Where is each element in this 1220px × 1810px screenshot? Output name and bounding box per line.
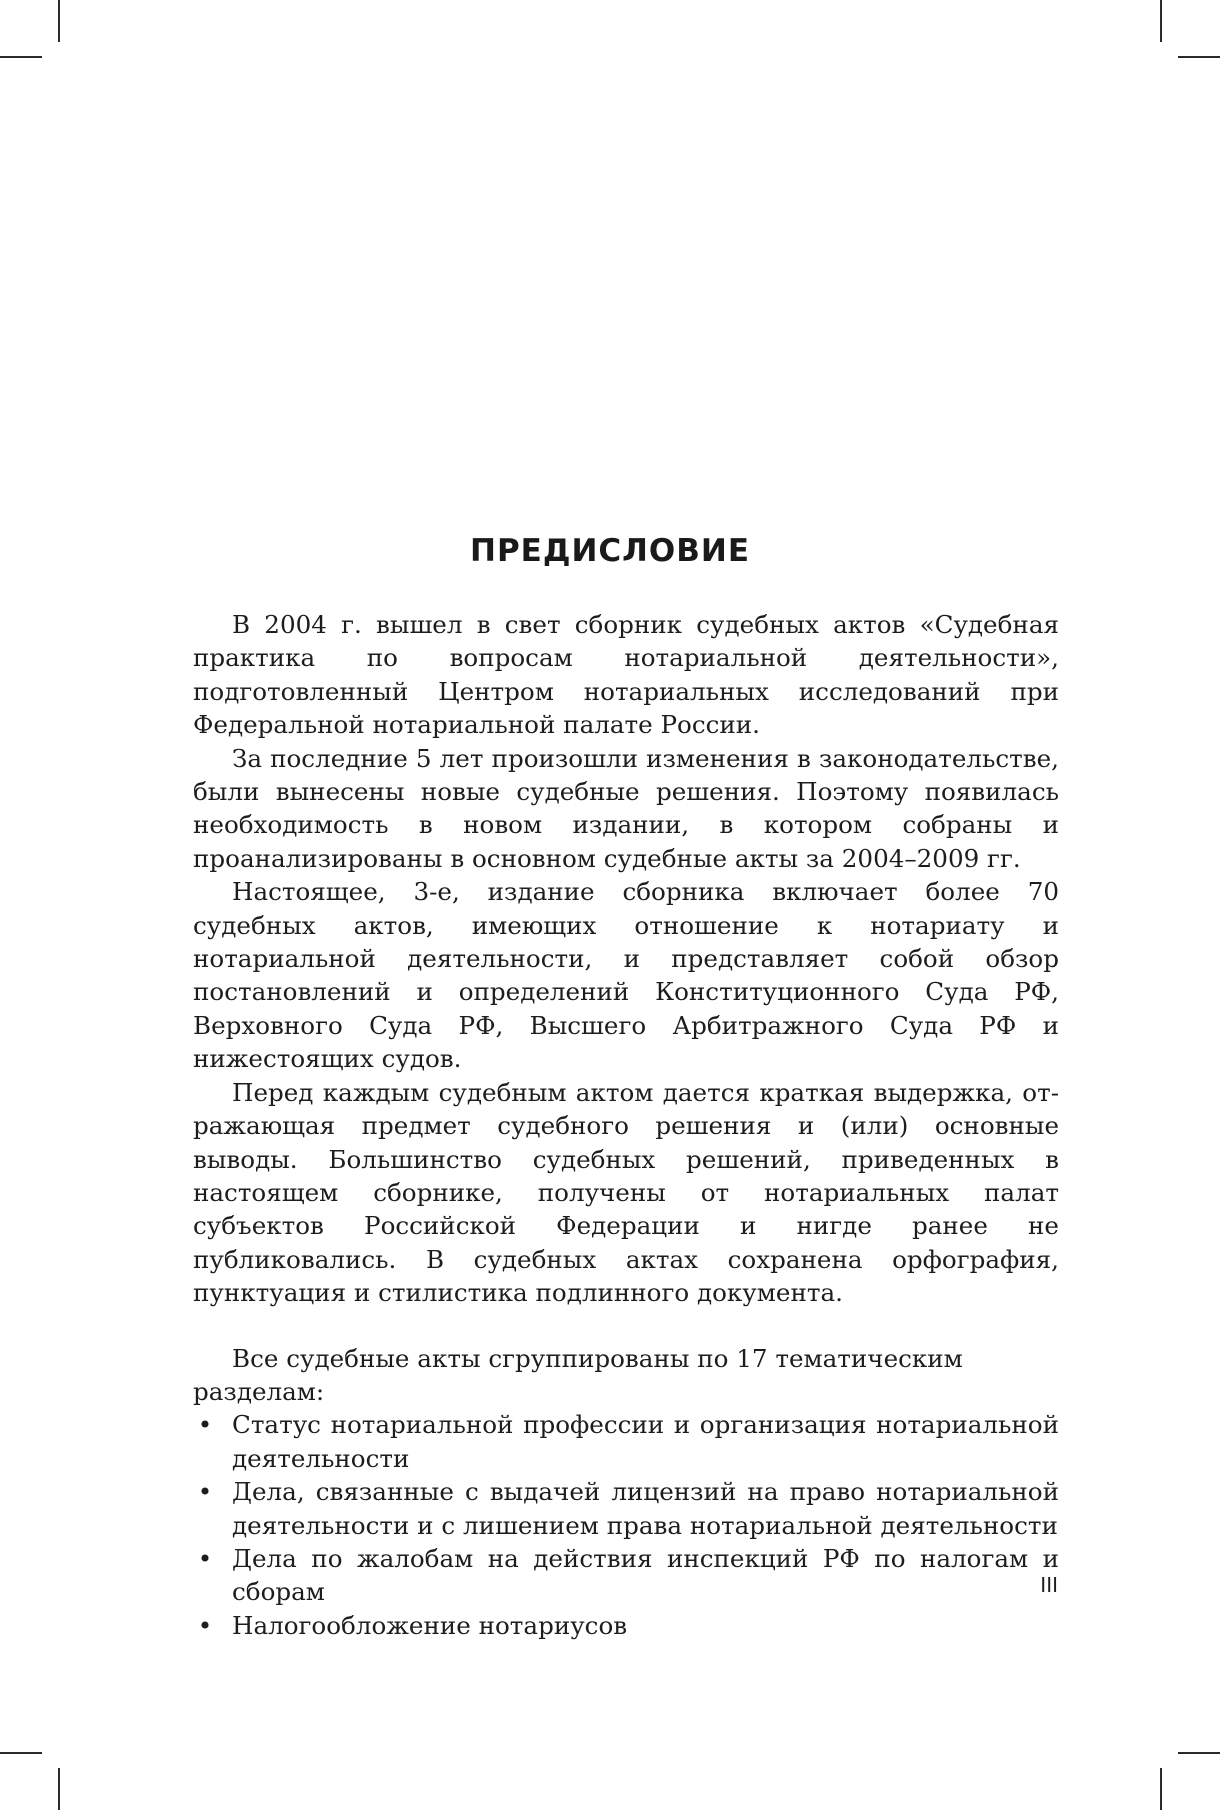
crop-mark-top-right-vertical: [1160, 0, 1162, 42]
crop-mark-top-right-horizontal: [1178, 56, 1220, 58]
crop-mark-top-left-horizontal: [0, 56, 42, 58]
page-title: ПРЕДИСЛОВИЕ: [470, 533, 750, 569]
list-item-text: Налогообложение нотариусов: [232, 1610, 628, 1640]
bullet-icon: •: [197, 1477, 213, 1507]
crop-mark-bottom-right-horizontal: [1178, 1752, 1220, 1754]
list-item-text: Дела, связанные с выдачей лицензий на право нотариальной деятельности и с лишением права нотариальной деятельности: [232, 1477, 1059, 1540]
list-intro: Все судебные акты сгруппированы по 17 тематическим разделам:: [193, 1343, 963, 1406]
crop-mark-bottom-right-vertical: [1160, 1768, 1162, 1810]
crop-mark-bottom-left-horizontal: [0, 1752, 42, 1754]
paragraph: Настоящее, 3-е, издание сборника включает более 70 судебных актов, имеющих отношение к нотариату и нотариальной деятельности, и представляет собой обзор постановлений и определений Конституционного Суда РФ, Верховного Суда РФ, Высшего Арбитражного Суда РФ и нижестоящих судов.: [193, 877, 1059, 1074]
preface-body: [193, 608, 1059, 1642]
bullet-icon: •: [197, 1543, 213, 1573]
bullet-icon: •: [197, 1410, 213, 1440]
crop-mark-top-left-vertical: [58, 0, 60, 42]
bullet-icon: •: [197, 1610, 213, 1640]
list-item: [193, 1408, 1059, 1475]
list-item: [193, 1609, 1059, 1642]
paragraph: В 2004 г. вышел в свет сборник судебных актов «Судебная практика по вопросам нотариальной деятельности», подготовленный Центром нотариальных исследований при Федеральной нотариальной палате России.: [193, 610, 1059, 740]
crop-mark-bottom-left-vertical: [58, 1768, 60, 1810]
list-item: [193, 1542, 1059, 1609]
paragraph: Перед каждым судебным актом дается краткая выдержка, отражающая предмет судебного решения и (или) основные выводы. Большинство судебных решений, приведенных в настоящем сборнике, получены от нотариальных палат субъектов Российской Федерации и нигде ранее не публиковались. В судебных актах сохранена орфография, пунктуация и стилистика подлинного документа.: [193, 1077, 1059, 1308]
section-list: [193, 1408, 1059, 1642]
page-number: III: [1040, 1573, 1058, 1597]
list-item-text: Статус нотариальной профессии и организация нотариальной деятельности: [232, 1410, 1059, 1473]
paragraph: За последние 5 лет произошли изменения в законодательстве, были вынесены новые судебные решения. Поэтому появилась необходимость в новом издании, в котором собраны и проанализированы в основном судебные акты за 2004–2009 гг.: [193, 743, 1059, 873]
list-item: [193, 1475, 1059, 1542]
list-item-text: Дела по жалобам на действия инспекций РФ по налогам и сборам: [232, 1543, 1059, 1607]
